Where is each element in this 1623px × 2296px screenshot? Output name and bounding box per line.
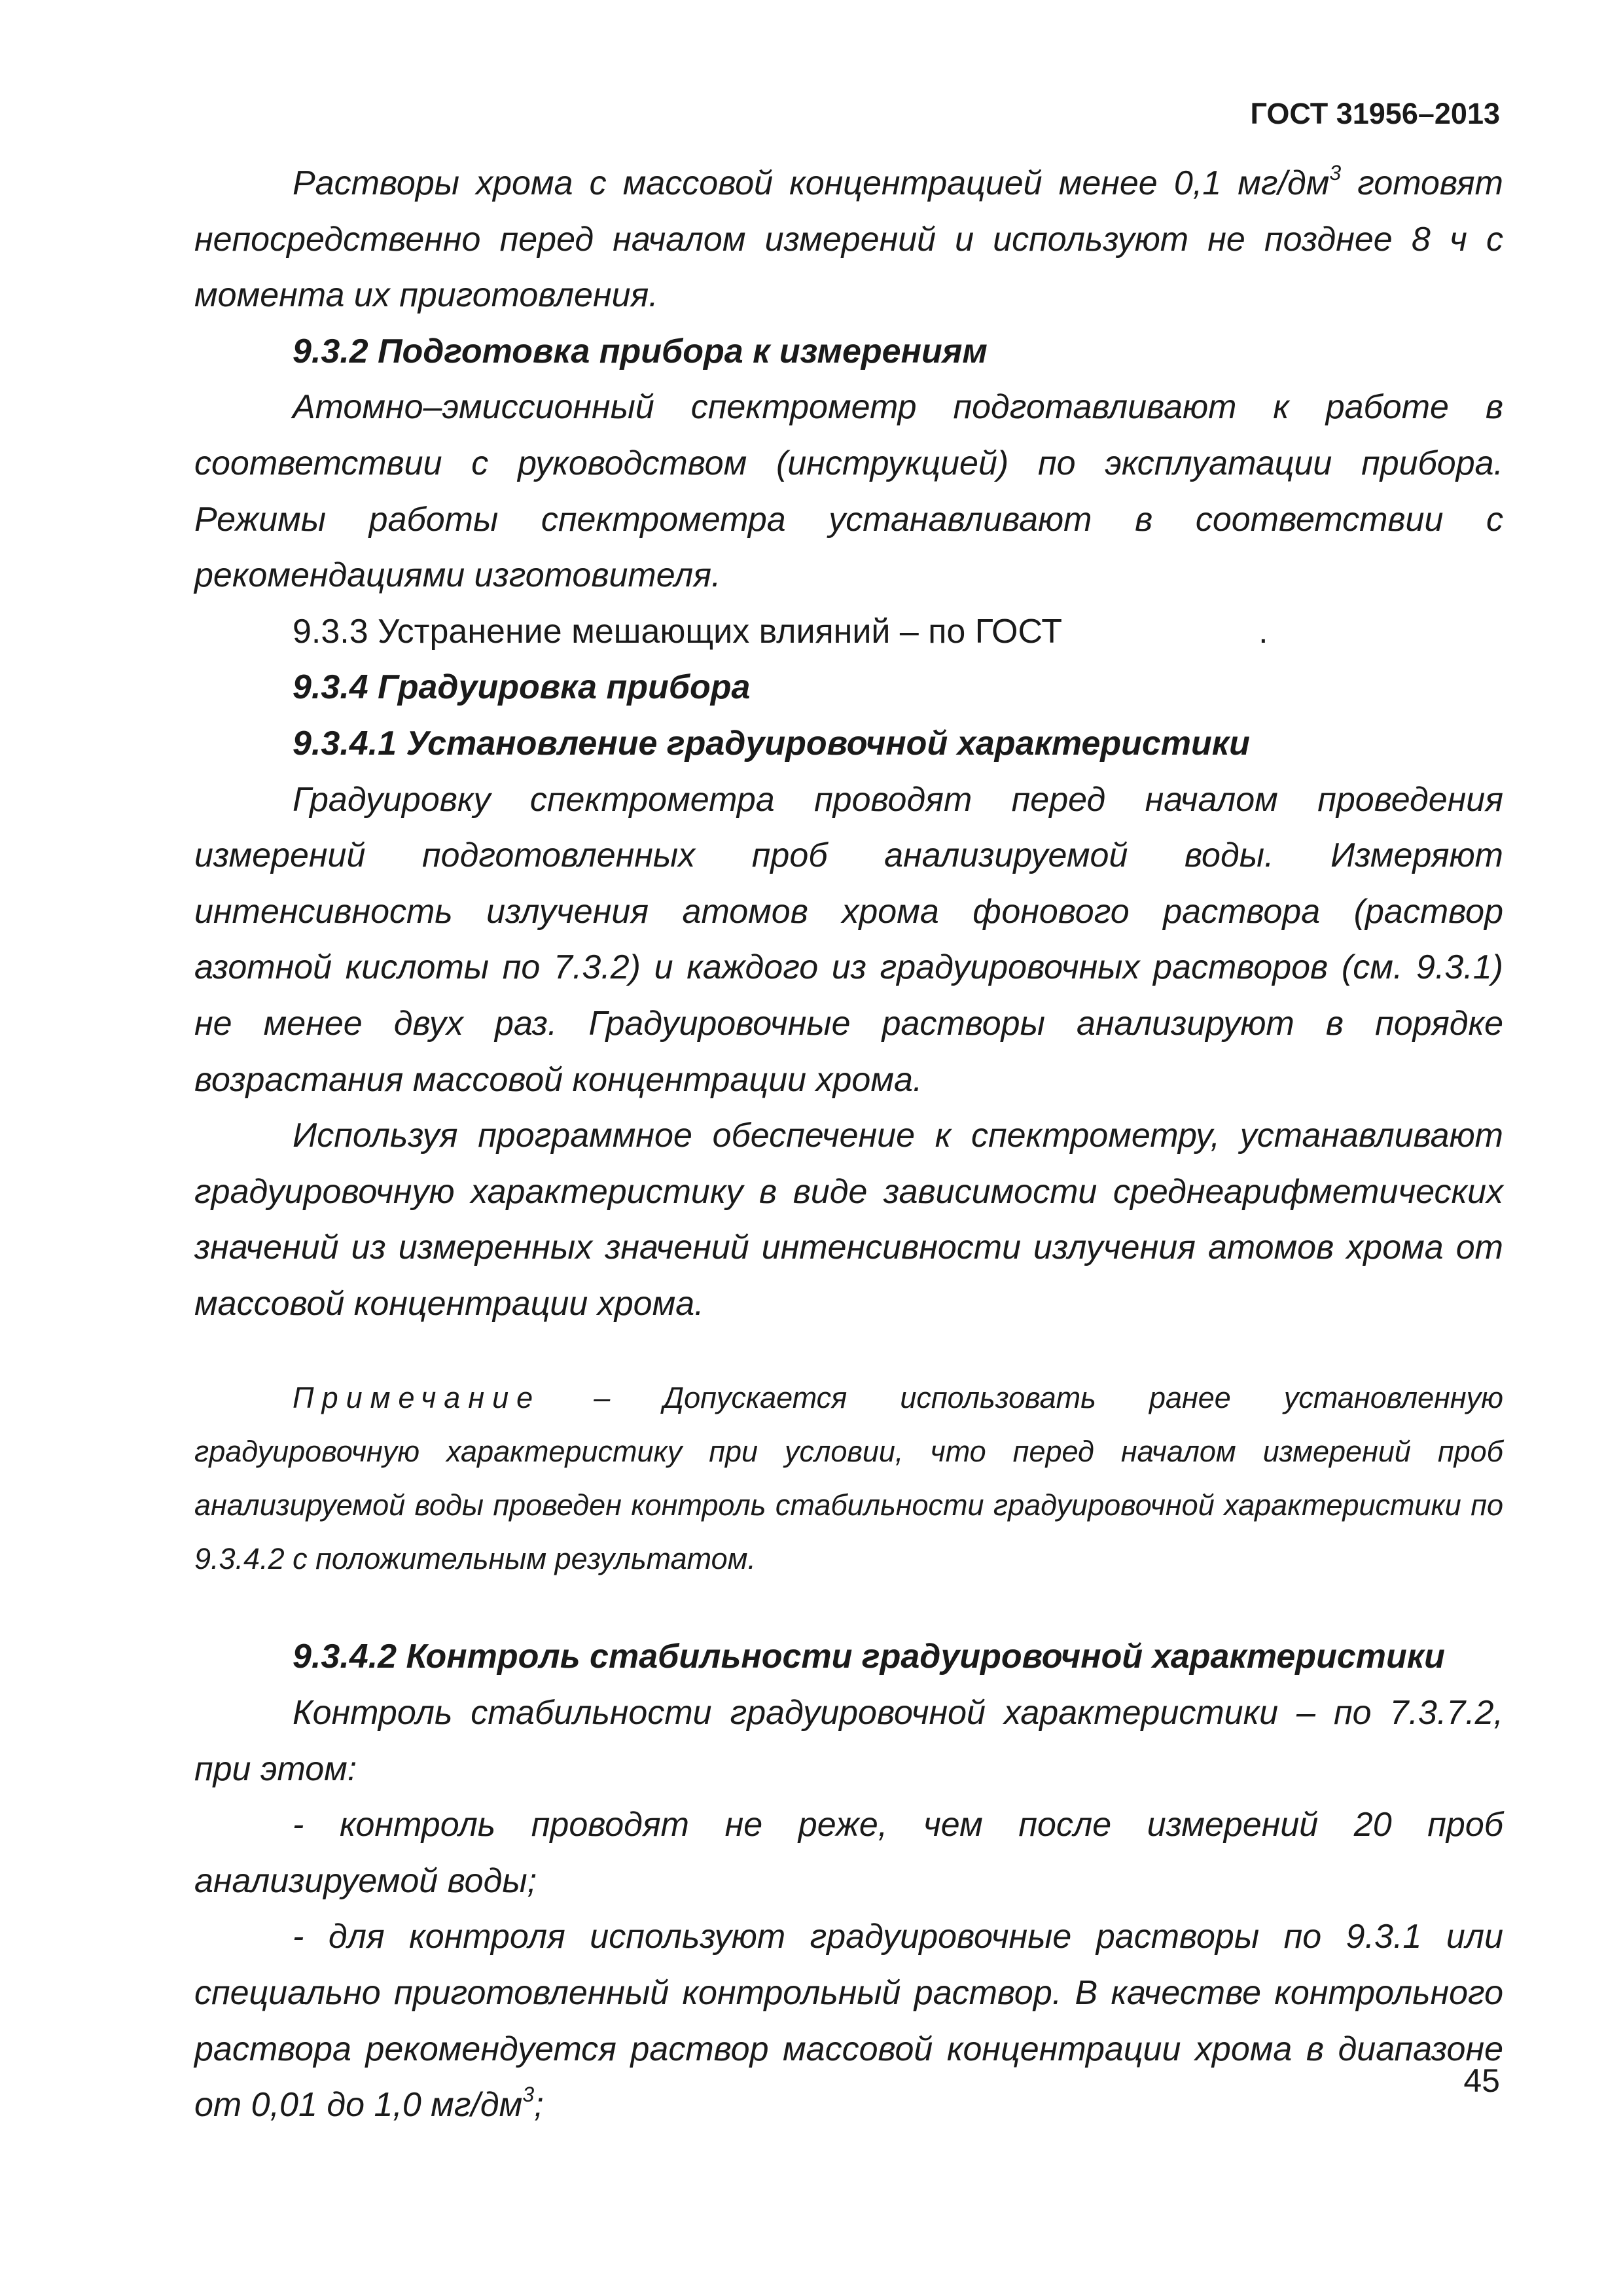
superscript: 3 <box>1329 161 1342 185</box>
page-body <box>194 156 1503 2134</box>
paragraph-spectrometer-preparation: Атомно–эмиссионный спектрометр подготавливают к работе в соответствии с руководством (инструкцией) по эксплуатации прибора. Режимы работы спектрометра устанавливают в соответствии с рекомендациями изготовителя. <box>194 388 1503 595</box>
paragraph-software-calibration: Используя программное обеспечение к спектрометру, устанавливают градуировочную характеристику в виде зависимости среднеарифметических значений из измеренных значений интенсивности излучения атомов хрома от массовой концентрации хрома. <box>194 1117 1503 1323</box>
list-item-control-solutions: - для контроля используют градуировочные растворы по 9.3.1 или специально приготовленный контрольный раствор. В качестве контрольного раствора рекомендуется раствор массовой концентрации хрома в диапазоне от 0,01 до 1,0 $мг/дм^3$; <box>194 1918 1503 2125</box>
paragraph-chromium-solutions: Растворы хрома с массовой концентрацией менее 0,1 $мг/дм^3$ готовят непосредственно перед началом измерений и используют не позднее 8 ч с момента их приготовления. <box>194 161 1503 315</box>
document-header: ГОСТ 31956–2013 <box>1250 97 1500 130</box>
section-9-3-3: 9.3.3 Устранение мешающих влияний – по ГОСТ . <box>293 612 1268 651</box>
note <box>194 1371 1503 1586</box>
page-number: 45 <box>1463 2062 1500 2099</box>
section-heading-9-3-4-1: 9.3.4.1 Установление градуировочной характеристики <box>293 724 1250 762</box>
section-heading-9-3-4-2: 9.3.4.2 Контроль стабильности градуировочной характеристики <box>293 1638 1445 1676</box>
note-text: – Допускается использовать ранее установленную градуировочную характеристику при условии, что перед началом измерений проб анализируемой воды проведен контроль стабильности градуировочной характеристики по 9.3.4.2 с положительным результатом. <box>194 1381 1503 1576</box>
section-heading-9-3-2: 9.3.2 Подготовка прибора к измерениям <box>293 332 988 370</box>
paragraph-stability-control: Контроль стабильности градуировочной характеристики – по 7.3.7.2, при этом: <box>194 1694 1503 1788</box>
list-item-control-frequency: - контроль проводят не реже, чем после измерений 20 проб анализируемой воды; <box>194 1806 1503 1900</box>
paragraph-calibration: Градуировку спектрометра проводят перед началом проведения измерений подготовленных проб анализируемой воды. Измеряют интенсивность излучения атомов хрома фонового раствора (раствор азотной кислоты по 7.3.2) и каждого из градуировочных растворов (см. 9.3.1) не менее двух раз. Градуировочные растворы анализируют в порядке возрастания массовой концентрации хрома. <box>194 780 1503 1099</box>
section-heading-9-3-4: 9.3.4 Градуировка прибора <box>293 668 751 707</box>
superscript: 3 <box>522 2083 535 2107</box>
note-label: Примечание <box>293 1381 541 1415</box>
